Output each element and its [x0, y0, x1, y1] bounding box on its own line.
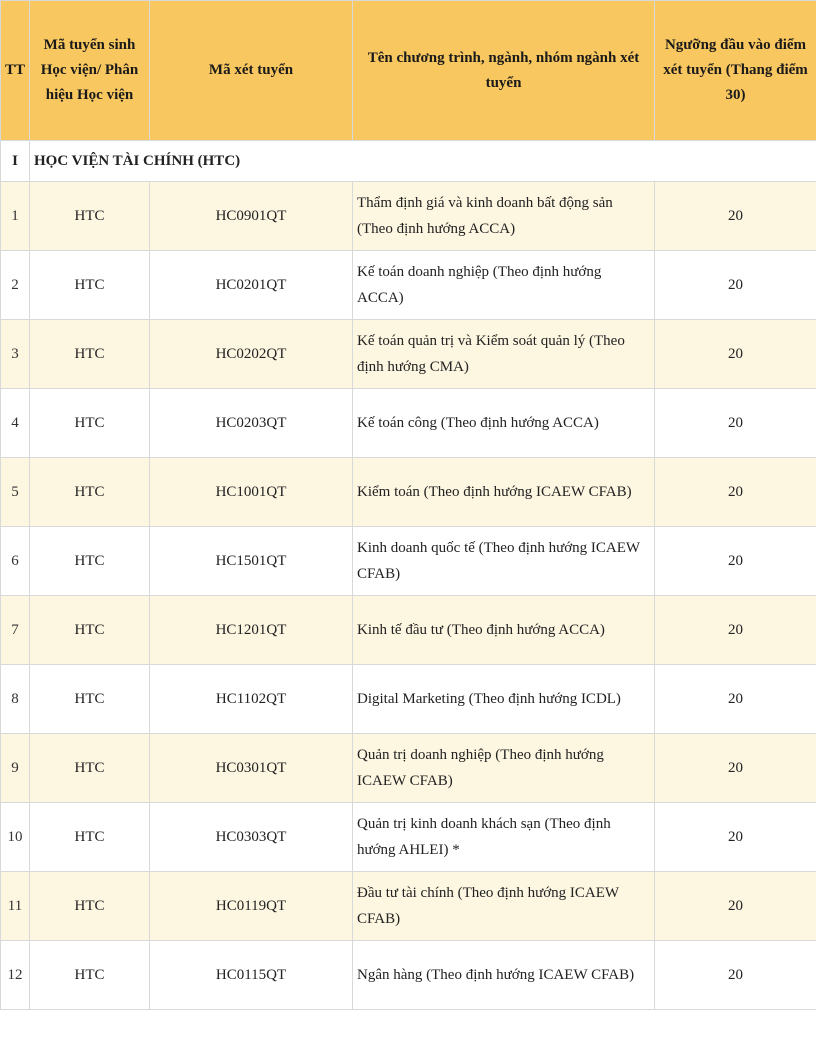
row-number: 2: [1, 251, 30, 320]
row-number: 8: [1, 665, 30, 734]
row-score-threshold: 20: [655, 665, 816, 734]
row-number: 3: [1, 320, 30, 389]
row-score-threshold: 20: [655, 320, 816, 389]
row-xet-tuyen-code: HC0115QT: [150, 941, 353, 1010]
row-xet-tuyen-code: HC1102QT: [150, 665, 353, 734]
table-row: [1, 182, 816, 251]
row-xet-tuyen-code: HC1001QT: [150, 458, 353, 527]
row-score-threshold: 20: [655, 389, 816, 458]
row-xet-tuyen-code: HC1501QT: [150, 527, 353, 596]
table-row: [1, 251, 816, 320]
row-program-name: Quản trị doanh nghiệp (Theo định hướng ICAEW CFAB): [353, 734, 655, 803]
table-row: [1, 872, 816, 941]
row-xet-tuyen-code: HC0119QT: [150, 872, 353, 941]
row-admission-code: HTC: [30, 803, 150, 872]
row-xet-tuyen-code: HC0303QT: [150, 803, 353, 872]
row-number: 12: [1, 941, 30, 1010]
section-number: I: [1, 141, 30, 182]
section-title: HỌC VIỆN TÀI CHÍNH (HTC): [30, 141, 816, 182]
row-xet-tuyen-code: HC1201QT: [150, 596, 353, 665]
row-score-threshold: 20: [655, 182, 816, 251]
row-program-name: Kế toán công (Theo định hướng ACCA): [353, 389, 655, 458]
row-xet-tuyen-code: HC0301QT: [150, 734, 353, 803]
row-program-name: Kinh doanh quốc tế (Theo định hướng ICAEW CFAB): [353, 527, 655, 596]
row-admission-code: HTC: [30, 320, 150, 389]
row-admission-code: HTC: [30, 251, 150, 320]
row-program-name: Thẩm định giá và kinh doanh bất động sản (Theo định hướng ACCA): [353, 182, 655, 251]
row-admission-code: HTC: [30, 872, 150, 941]
row-score-threshold: 20: [655, 596, 816, 665]
table-row: [1, 389, 816, 458]
row-program-name: Kế toán doanh nghiệp (Theo định hướng ACCA): [353, 251, 655, 320]
row-score-threshold: 20: [655, 251, 816, 320]
table-row: [1, 320, 816, 389]
row-admission-code: HTC: [30, 458, 150, 527]
row-score-threshold: 20: [655, 872, 816, 941]
table-row: [1, 941, 816, 1010]
row-xet-tuyen-code: HC0901QT: [150, 182, 353, 251]
row-admission-code: HTC: [30, 665, 150, 734]
row-score-threshold: 20: [655, 941, 816, 1010]
row-number: 11: [1, 872, 30, 941]
row-score-threshold: 20: [655, 527, 816, 596]
row-score-threshold: 20: [655, 734, 816, 803]
row-xet-tuyen-code: HC0202QT: [150, 320, 353, 389]
row-admission-code: HTC: [30, 389, 150, 458]
header-score-threshold: Ngưỡng đầu vào điểm xét tuyển (Thang điểm 30): [655, 1, 816, 141]
table-row: [1, 596, 816, 665]
row-program-name: Quản trị kinh doanh khách sạn (Theo định hướng AHLEI) *: [353, 803, 655, 872]
row-program-name: Kinh tế đầu tư (Theo định hướng ACCA): [353, 596, 655, 665]
row-number: 7: [1, 596, 30, 665]
table-row: [1, 458, 816, 527]
row-score-threshold: 20: [655, 803, 816, 872]
row-admission-code: HTC: [30, 527, 150, 596]
row-score-threshold: 20: [655, 458, 816, 527]
row-admission-code: HTC: [30, 941, 150, 1010]
header-tt: TT: [1, 1, 30, 141]
header-xet-tuyen-code: Mã xét tuyển: [150, 1, 353, 141]
row-number: 5: [1, 458, 30, 527]
row-program-name: Kế toán quản trị và Kiểm soát quản lý (Theo định hướng CMA): [353, 320, 655, 389]
row-admission-code: HTC: [30, 182, 150, 251]
header-admission-code: Mã tuyển sinh Học viện/ Phân hiệu Học viện: [30, 1, 150, 141]
row-program-name: Đầu tư tài chính (Theo định hướng ICAEW CFAB): [353, 872, 655, 941]
table-header: [1, 1, 816, 141]
row-program-name: Ngân hàng (Theo định hướng ICAEW CFAB): [353, 941, 655, 1010]
table-row: [1, 803, 816, 872]
row-admission-code: HTC: [30, 734, 150, 803]
section-row: [1, 141, 816, 182]
table-row: [1, 527, 816, 596]
row-xet-tuyen-code: HC0201QT: [150, 251, 353, 320]
row-number: 4: [1, 389, 30, 458]
table-body: [1, 141, 816, 1010]
row-xet-tuyen-code: HC0203QT: [150, 389, 353, 458]
row-admission-code: HTC: [30, 596, 150, 665]
row-number: 6: [1, 527, 30, 596]
row-program-name: Digital Marketing (Theo định hướng ICDL): [353, 665, 655, 734]
table-row: [1, 665, 816, 734]
row-number: 1: [1, 182, 30, 251]
row-number: 9: [1, 734, 30, 803]
row-program-name: Kiểm toán (Theo định hướng ICAEW CFAB): [353, 458, 655, 527]
table-row: [1, 734, 816, 803]
header-program-name: Tên chương trình, ngành, nhóm ngành xét tuyển: [353, 1, 655, 141]
row-number: 10: [1, 803, 30, 872]
